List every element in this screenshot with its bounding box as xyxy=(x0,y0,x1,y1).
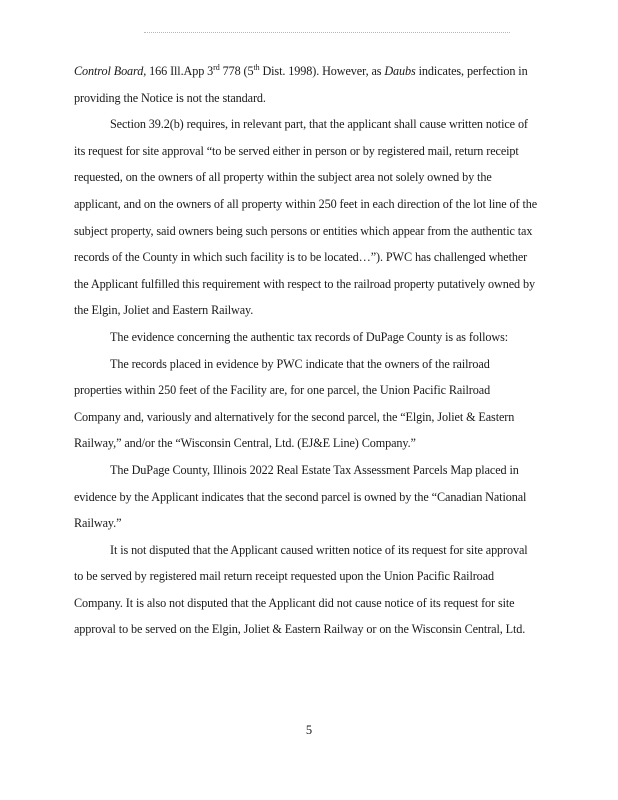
text-line: requested, on the owners of all property within the subject area not solely owned by the xyxy=(74,170,492,185)
text-run: Dist. 1998). However, as xyxy=(259,64,385,78)
text-line: the Elgin, Joliet and Eastern Railway. xyxy=(74,303,254,318)
paragraph-first-line: The records placed in evidence by PWC indicate that the owners of the railroad xyxy=(110,356,490,371)
body-text xyxy=(74,58,546,643)
text-line: Company and, variously and alternatively for the second parcel, the “Elgin, Joliet & Eastern xyxy=(74,409,515,424)
paragraph-first-line: The evidence concerning the authentic tax records of DuPage County is as follows: xyxy=(110,329,509,344)
text-line: providing the Notice is not the standard. xyxy=(74,90,266,105)
paragraph-first-line: It is not disputed that the Applicant caused written notice of its request for site approval xyxy=(110,542,528,557)
page-number: 5 xyxy=(305,723,313,737)
text-line: the Applicant fulfilled this requirement with respect to the railroad property putatively owned by xyxy=(74,276,535,291)
text-line: subject property, said owners being such persons or entities which appear from the authentic tax xyxy=(74,223,533,238)
text-line: evidence by the Applicant indicates that the second parcel is owned by the “Canadian National xyxy=(74,489,527,504)
text-run: Daubs xyxy=(384,64,416,78)
text-run: th xyxy=(253,62,260,72)
text-line: to be served by registered mail return receipt requested upon the Union Pacific Railroad xyxy=(74,569,494,584)
text-line: Railway,” and/or the “Wisconsin Central, Ltd. (EJ&E Line) Company.” xyxy=(74,436,416,451)
paragraph-first-line: The DuPage County, Illinois 2022 Real Estate Tax Assessment Parcels Map placed in xyxy=(110,462,519,477)
text-run: 778 (5 xyxy=(219,64,254,78)
text-run: Control Board, xyxy=(74,64,147,78)
paragraph-first-line: Section 39.2(b) requires, in relevant part, that the applicant shall cause written notice of xyxy=(110,117,528,132)
text-line: records of the County in which such facility is to be located…”). PWC has challenged whether xyxy=(74,250,528,265)
text-run: 166 Ill.App 3 xyxy=(146,64,214,78)
text-run: indicates, perfection in xyxy=(415,64,528,78)
header-divider xyxy=(144,32,510,33)
text-line: approval to be served on the Elgin, Joliet & Eastern Railway or on the Wisconsin Central, Ltd. xyxy=(74,622,526,637)
text-line: applicant, and on the owners of all property within 250 feet in each direction of the lot line of the xyxy=(74,196,538,211)
text-line: Railway.” xyxy=(74,516,122,531)
text-line: Company. It is also not disputed that the Applicant did not cause notice of its request for site xyxy=(74,595,515,610)
text-line xyxy=(74,58,546,85)
text-line: its request for site approval “to be served either in person or by registered mail, return receipt xyxy=(74,143,519,158)
text-run: rd xyxy=(213,62,220,72)
text-line: properties within 250 feet of the Facility are, for one parcel, the Union Pacific Railroad xyxy=(74,383,491,398)
